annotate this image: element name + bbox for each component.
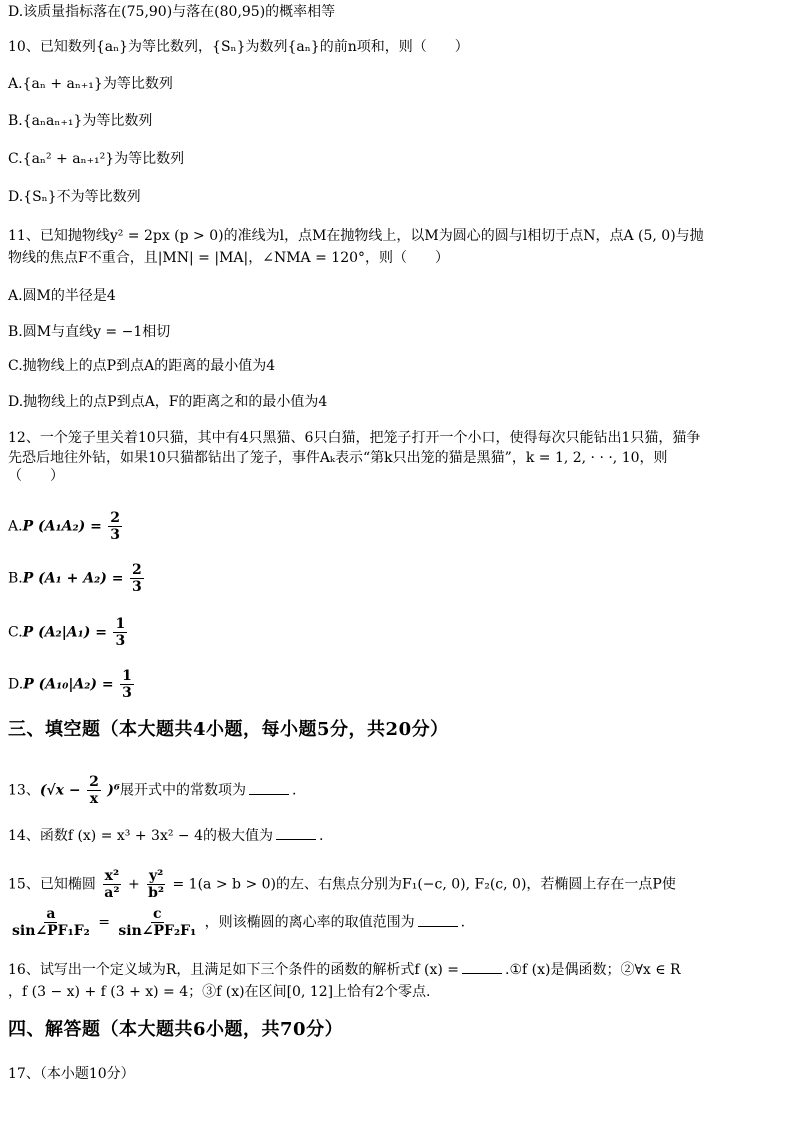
q15-text: ，则该椭圆的离心率的取值范围为 [204, 914, 415, 931]
fraction-denominator: b² [148, 885, 165, 901]
q14 [8, 826, 788, 846]
option-expression: P (A₁₀|A₂) = [23, 676, 114, 693]
fraction-denominator: 3 [115, 633, 126, 649]
q16-text: 16、试写出一个定义域为R，且满足如下三个条件的函数的解析式f (x) = [8, 962, 459, 978]
fraction-numerator: 2 [89, 774, 99, 790]
q10-stem: 10、已知数列{aₙ}为等比数列，{Sₙ}为数列{aₙ}的前n项和，则（ ） [8, 39, 469, 55]
q11-option-d: D.抛物线上的点P到点A，F的距离之和的最小值为4 [8, 394, 328, 410]
q15-line1 [8, 868, 788, 901]
q14-text: 14、函数f (x) = x³ + 3x² − 4的极大值为 [8, 828, 273, 844]
section-three-heading: 三、填空题（本大题共4小题，每小题5分，共20分） [8, 719, 449, 740]
answer-blank[interactable] [418, 914, 458, 927]
option-expression: P (A₂|A₁) = [22, 624, 108, 641]
fraction-numerator: 1 [115, 616, 126, 632]
fraction-numerator: a [46, 906, 56, 922]
period: . [319, 828, 324, 844]
fraction [102, 868, 121, 901]
period: . [460, 914, 466, 931]
q16-line1 [8, 960, 788, 980]
q16-line2: ，f (3 − x) + f (3 + x) = 4；③f (x)在区间[0, 12]上恰有2个零点. [8, 984, 431, 1000]
q17: 17、（本小题10分） [8, 1066, 135, 1082]
fraction-denominator: a² [104, 885, 120, 901]
q16-text: .①f (x)是偶函数；②∀x ∈ R [505, 962, 681, 978]
fraction-numerator: y² [148, 868, 164, 884]
fraction-numerator: 1 [122, 668, 132, 684]
q10-option-d: D.{Sₙ}不为等比数列 [8, 189, 141, 205]
answer-blank[interactable] [276, 827, 316, 840]
q13 [8, 774, 788, 807]
fraction-numerator: 2 [110, 510, 121, 526]
q10-option-c: C.{aₙ² + aₙ₊₁²}为等比数列 [8, 151, 185, 167]
fraction [108, 510, 122, 543]
q11-stem-line2: 物线的焦点F不重合，且|MN| = |MA|，∠NMA = 120°，则（ ） [8, 250, 450, 266]
fraction-denominator: 3 [122, 685, 132, 701]
fraction [130, 562, 144, 595]
question-number: 13、 [8, 782, 40, 799]
fraction [116, 906, 198, 939]
plus-sign: + [127, 876, 140, 893]
q10-option-a: A.{aₙ + aₙ₊₁}为等比数列 [8, 76, 173, 92]
equals-sign: = [98, 914, 110, 931]
section-four-heading: 四、解答题（本大题共6小题，共70分） [8, 1019, 344, 1040]
binomial-open: (√x − [39, 782, 81, 799]
q10-option-b: B.{aₙaₙ₊₁}为等比数列 [8, 113, 153, 129]
option-expression: P (A₁A₂) = [22, 518, 102, 535]
q12-option-d [8, 668, 788, 701]
q11-option-b: B.圆M与直线y = −1相切 [8, 324, 171, 340]
q15-line2 [8, 906, 788, 939]
fraction [87, 774, 101, 807]
fraction-denominator: 3 [131, 579, 142, 595]
fraction [120, 668, 134, 701]
q12-stem-line2: 先恐后地往外钻，如果10只猫都钻出了笼子，事件Aₖ表示“第k只出笼的猫是黑猫”，k = 1, 2, · · ·, 10，则 [8, 450, 668, 466]
q12-option-b [8, 562, 788, 595]
q12-stem-line3: （ ） [8, 468, 64, 484]
option-expression: P (A₁ + A₂) = [22, 570, 124, 587]
option-letter: B. [8, 570, 23, 587]
fraction-denominator: x [89, 791, 99, 807]
answer-blank[interactable] [249, 782, 289, 795]
q12-option-a [8, 510, 788, 543]
period: . [292, 782, 297, 799]
fraction [113, 616, 127, 649]
fraction-numerator: 2 [131, 562, 142, 578]
binomial-close: )⁶ [107, 782, 121, 799]
option-letter: C. [8, 624, 23, 641]
q11-stem-line1: 11、已知抛物线y² = 2px (p > 0)的准线为l，点M在抛物线上，以M为圆心的圆与l相切于点N，点A (5, 0)与抛 [8, 228, 704, 244]
fraction-denominator: sin∠PF₁F₂ [12, 923, 90, 939]
q11-option-c: C.抛物线上的点P到点A的距离的最小值为4 [8, 358, 276, 374]
fraction [10, 906, 92, 939]
q15-text: = 1(a > b > 0)的左、右焦点分别为F₁(−c, 0), F₂(c, 0)，若椭圆上存在一点P使 [172, 876, 676, 893]
fraction-denominator: 3 [110, 527, 121, 543]
fraction-numerator: x² [104, 868, 120, 884]
q13-text: 展开式中的常数项为 [120, 782, 247, 799]
q12-stem-line1: 12、一个笼子里关着10只猫，其中有4只黑猫、6只白猫，把笼子打开一个小口，使得每次只能钻出1只猫，猫争 [8, 430, 701, 446]
q11-option-a: A.圆M的半径是4 [8, 288, 116, 304]
q12-option-c [8, 616, 788, 649]
q9-option-d: D.该质量指标落在(75,90)与落在(80,95)的概率相等 [8, 4, 336, 20]
q15-text: 15、已知椭圆 [8, 876, 96, 893]
fraction [146, 868, 166, 901]
fraction-denominator: sin∠PF₂F₁ [118, 923, 197, 939]
option-letter: D. [8, 676, 24, 693]
option-letter: A. [8, 518, 23, 535]
fraction-numerator: c [153, 906, 162, 922]
answer-blank[interactable] [462, 961, 502, 974]
